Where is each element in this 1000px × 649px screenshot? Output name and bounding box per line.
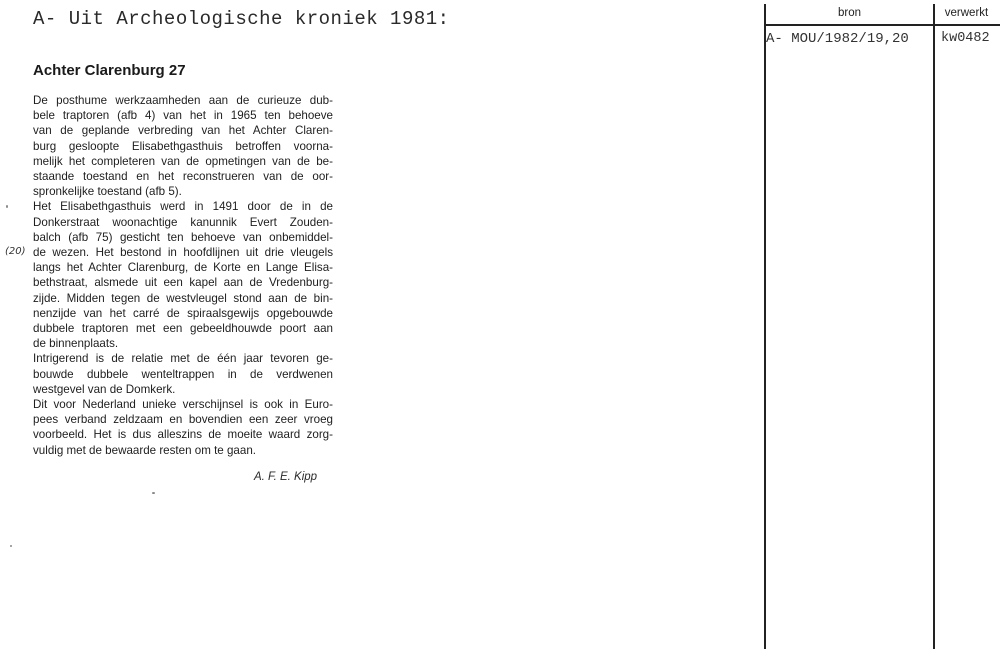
article-line: Het Elisabethgasthuis werd in 1491 door de in de [33, 200, 333, 214]
cell-bron-value: A- MOU/1982/19,20 [766, 31, 909, 47]
scan-speck [10, 545, 12, 547]
article-line: De posthume werkzaamheden aan de curieuze dub- [33, 94, 333, 107]
article-title: Achter Clarenburg 27 [33, 62, 186, 79]
article-line: nenzijde van het carré de spiraalsgewijs opgebouwde [33, 306, 333, 320]
article-line: Dit voor Nederland unieke verschijnsel is ook in Euro- [33, 398, 333, 412]
article-line: westgevel van de Domkerk. [33, 382, 176, 396]
article-line: van de geplande verbreding van het Achter Claren- [33, 124, 333, 138]
article-line: Donkerstraat woonachtige kanunnik Evert Zouden- [33, 215, 333, 229]
article-line: de binnenplaats. [33, 337, 119, 351]
article-line: bouwde dubbele wenteltrappen in de verdwenen [33, 367, 333, 381]
table-divider-left [764, 4, 766, 649]
column-header-bron: bron [837, 7, 862, 19]
article-line: dubbele traptoren met een gebeeldhouwde poort aan [33, 322, 333, 336]
table-header-rule [765, 24, 1000, 26]
table-divider-middle [933, 4, 935, 649]
article-body [33, 93, 333, 458]
article-line: bele traptoren (afb 4) van het in 1965 ten behoeve [33, 109, 333, 123]
article-line: de wezen. Het bestond in hoofdlijnen uit drie vleugels [33, 246, 333, 260]
article-line: balch (afb 75) gesticht ten behoeve van onbemiddel- [33, 230, 333, 244]
article-line: spronkelijke toestand (afb 5). [33, 185, 182, 199]
column-header-verwerkt: verwerkt [944, 7, 989, 19]
cell-verwerkt-value: kw0482 [941, 31, 990, 46]
handwritten-margin-note: (20) [5, 246, 26, 257]
article-line: melijk het completeren van de opmetingen van de be- [33, 154, 333, 168]
article-line: bethstraat, alsmede uit een kapel aan de Vredenburg- [33, 276, 333, 290]
article-line: voorbeeld. Het is dus alleszins de moeite waard zorg- [33, 428, 333, 442]
page-header: A- Uit Archeologische kroniek 1981: [33, 8, 450, 30]
article-line: staande toestand en het reconstrueren van de oor- [33, 170, 333, 184]
article-line: pees verband zeldzaam en bovendien een zeer vroeg [33, 413, 333, 427]
article-author: A. F. E. Kipp [254, 471, 318, 483]
article-line: burg gesloopte Elisabethgasthuis betroffen voorna- [33, 139, 333, 153]
article-line: Intrigerend is de relatie met de één jaar tevoren ge- [33, 352, 333, 366]
article-line: vuldig met de bewaarde resten om te gaan. [33, 443, 256, 457]
article-line: zijde. Midden tegen de westvleugel stond aan de bin- [33, 291, 333, 305]
scan-speck [152, 492, 155, 494]
scan-speck [6, 205, 8, 208]
article-line: langs het Achter Clarenburg, de Korte en Lange Elisa- [33, 261, 333, 275]
